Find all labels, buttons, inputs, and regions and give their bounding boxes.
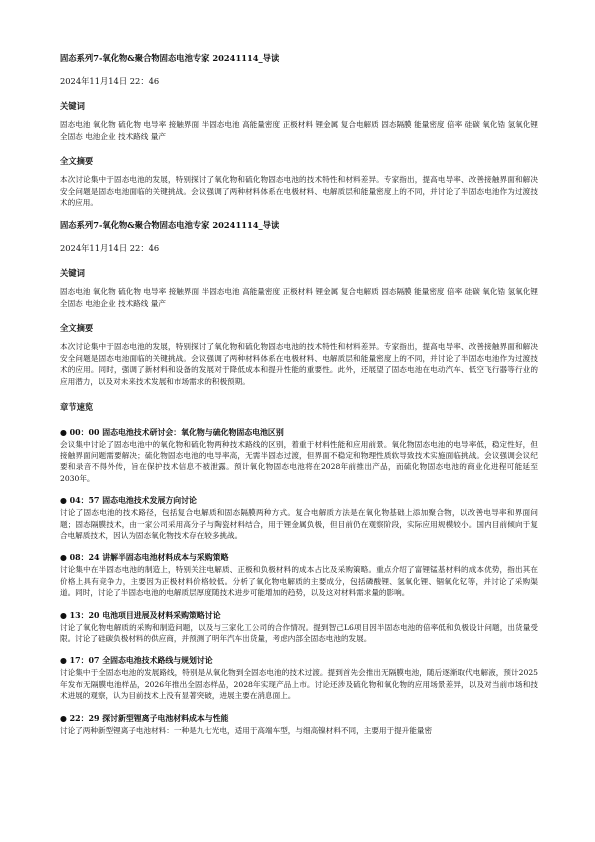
chapter-body: 讨论集中在半固态电池的制造上，特别关注电解质、正极和负极材料的成本占比及采购策略。重点介绍了富锂锰基材料的成本优势，指出其在价格上具有竞争力，主要因为正极材料价格较低。分析了氧化物电解质的主要成分，包括磷酸锂、氢氧化锂、锢氧化钇等，并讨论了采购渠道。同时，讨论了半固态电池的电解质层厚度随技术进步可能增加的趋势，以及这对材料需求量的影响。 — [60, 565, 538, 598]
chapter-heading: ● 13：20 电池项目进展及材料采购策略讨论 — [60, 610, 221, 620]
summary-text: 本次讨论集中于固态电池的发展，特别探讨了氧化物和硫化物固态电池的技术特性和材料差异。专家指出，提高电导率、改善接触界面和解决安全问题是固态电池面临的关键挑战。会议强调了两种材料体系在电极材料、电解质层和能量密度上的不同，并讨论了半固态电池作为过渡技术的应用。同时，强调了新材料和设备的发展对于降低成本和提升性能的重要性。此外，还展望了固态电池在电动汽车、低空飞行器等行业的应用潜力，以及对未来技术发展和市场需求的积极预期。 — [60, 342, 538, 386]
chapter-body: 讨论了氧化物电解质的采购和制造问题，以及与三家化工公司的合作情况。提到智己L6项目因半固态电池的倍率低和负极设计问题，出货量受限。讨论了硅碳负极材料的供应商，并预测了明年汽车出货量，考虑内部全固态电池的发展。 — [60, 622, 538, 643]
chapter-item — [60, 655, 538, 701]
keywords-text: 固态电池 氧化物 硫化物 电导率 接触界面 半固态电池 高能量密度 正极材料 锂金属 复合电解质 固态隔膜 能量密度 倍率 硅碳 氧化锆 氢氧化锂 全固态 电池企业 技术路线 量产 — [60, 286, 538, 308]
chapter-body: 会议集中讨论了固态电池中的氧化物和硫化物两种技术路线的区别，着重于材料性能和应用前景。氧化物固态电池的电导率低，稳定性好，但接触界面问题需要解决；硫化物固态电池的电导率高，无需半固态过渡，但界面不稳定和物理性质软导致技术实施面临挑战。会议强调会议纪要和录音不得外传，旨在保护技术信息不被泄露。预计氧化物固态电池将在2028年前推出产品，而硫化物固态电池的商业化进程可能延至2030年。 — [60, 439, 538, 483]
chapter-heading: ● 08：24 讲解半固态电池材料成本与采购策略 — [60, 553, 229, 563]
doc-title: 固态系列7-氧化物&聚合物固态电池专家 20241114_导读 — [60, 53, 280, 63]
entry-block-2 — [60, 219, 538, 388]
chapter-item — [60, 495, 538, 541]
chapter-heading: ● 17：07 全固态电池技术路线与规划讨论 — [60, 656, 213, 666]
chapter-item — [60, 713, 538, 736]
chapter-item — [60, 610, 538, 645]
keywords-text: 固态电池 氧化物 硫化物 电导率 接触界面 半固态电池 高能量密度 正极材料 锂金属 复合电解质 固态隔膜 能量密度 倍率 硅碳 氧化锆 氢氧化锂 全固态 电池企业 技术路线 量产 — [60, 120, 538, 141]
doc-date: 2024年11月14日 22：46 — [60, 76, 160, 86]
chapters-heading: 章节速览 — [60, 401, 94, 412]
chapter-item — [60, 427, 538, 485]
chapter-body: 讨论集中于全固态电池的发展路线，特别是从氧化物到全固态电池的技术过渡。提到首先会推出无隔膜电池，随后逐渐取代电解液，预计2025年发布无隔膜电池样品，2026年推出全固态样品，2028年实现产品上市。讨论还涉及硫化物和氧化物的应用场景差异，以及对当前市场和技术进展的观察，认为目前技术上没有显著突破，进展主要在消息面上。 — [60, 668, 538, 701]
keywords-heading: 关键词 — [60, 101, 85, 111]
doc-date: 2024年11月14日 22：46 — [60, 242, 160, 253]
chapter-body: 讨论了两种新型锂离子电池材料：一种是九七光电，适用于高端车型，与细高镍材料不同，主要用于提升能量密 — [60, 725, 433, 735]
summary-heading: 全文摘要 — [60, 156, 94, 167]
doc-title: 固态系列7-氧化物&聚合物固态电池专家 20241114_导读 — [60, 219, 280, 230]
chapter-heading: ● 22：29 探讨新型锂离子电池材料成本与性能 — [60, 713, 229, 723]
entry-block-1 — [60, 52, 538, 209]
summary-heading: 全文摘要 — [60, 323, 94, 334]
summary-text: 本次讨论集中于固态电池的发展，特别探讨了氧化物和硫化物固态电池的技术特性和材料差异。专家指出，提高电导率、改善接触界面和解决安全问题是固态电池面临的关键挑战。会议强调了两种材料体系在电极材料、电解质层和能量密度上的不同，并讨论了半固态电池作为过渡技术的应用。 — [60, 175, 538, 208]
chapter-body: 讨论了固态电池的技术路径，包括复合电解质和固态隔膜两种方式。复合电解质方法是在氧化物基础上添加聚合物，以改善电导率和界面问题；固态隔膜技术，由一家公司采用高分子与陶瓷材料结合，用于锂金属负极，但目前仍在观察阶段，实际应用规模较小。国内目前倾向于复合电解质技术，因认为固态氧化物技术存在较多挑战。 — [60, 508, 538, 540]
chapter-heading: ● 00：00 固态电池技术研讨会：氧化物与硫化物固态电池区别 — [60, 427, 284, 437]
document-page — [60, 52, 538, 736]
chapter-item — [60, 552, 538, 598]
keywords-heading: 关键词 — [60, 267, 85, 278]
chapter-heading: ● 04：57 固态电池技术发展方向讨论 — [60, 496, 197, 506]
